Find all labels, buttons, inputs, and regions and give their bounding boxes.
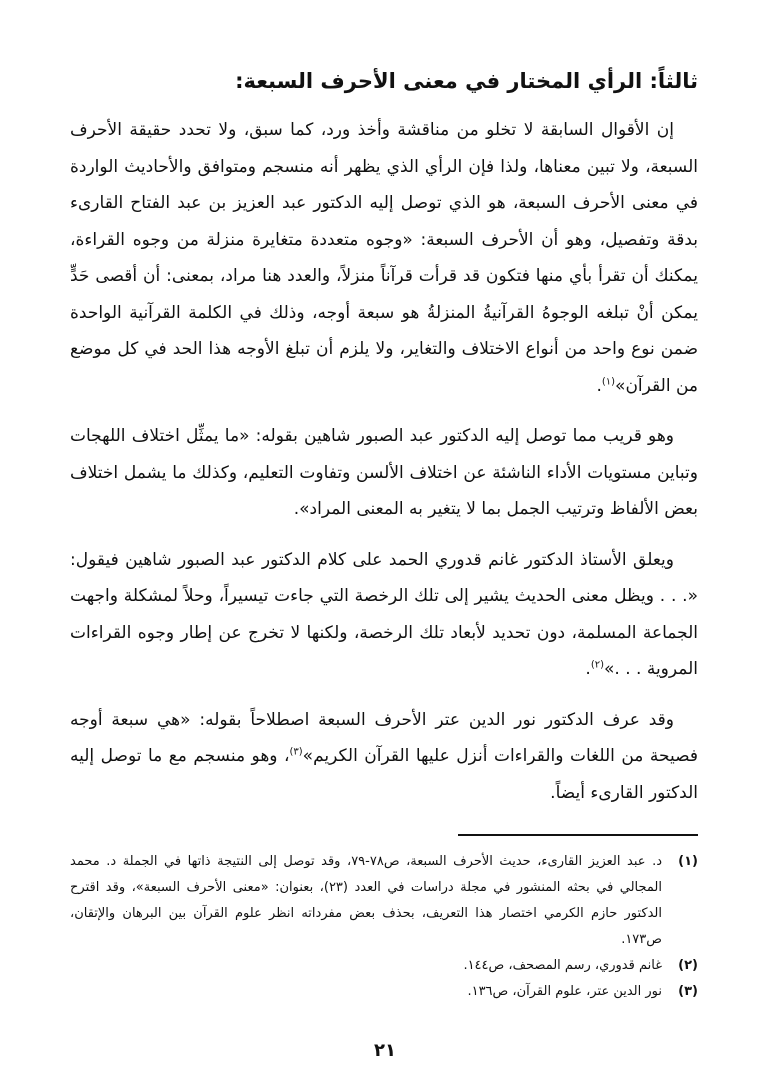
footnote-number: (٣) bbox=[678, 984, 698, 999]
paragraph-text: ويعلق الأستاذ الدكتور غانم قدوري الحمد على كلام الدكتور عبد الصبور شاهين فيقول: «. . . ويظل معنى الحديث يشير إلى تلك الرخصة التي جاءت تيسيراً، وحلاً لمشكلة واجهت الجماعة المسلمة، دون تحديد لأبعاد تلك الرخصة، ولكنها لا تخرج عن إطار وجوه القراءات المروية . . .» bbox=[70, 549, 698, 679]
footnote-ref[interactable]: (٣) bbox=[289, 746, 303, 758]
paragraph-1 bbox=[70, 112, 698, 404]
paragraph-4 bbox=[70, 702, 698, 812]
paragraph-tail: . bbox=[596, 375, 602, 396]
footnotes bbox=[70, 849, 698, 1005]
main-text bbox=[70, 112, 698, 825]
footnote-divider bbox=[458, 834, 698, 836]
paragraph-tail: . bbox=[585, 659, 591, 679]
paragraph-tail: ، وهو منسجم مع ما توصل إليه الدكتور القارىء أيضاً. bbox=[70, 746, 698, 803]
footnote-text: نور الدين عتر، علوم القرآن، ص١٣٦. bbox=[467, 984, 662, 999]
footnote-number: (٢) bbox=[678, 958, 698, 973]
footnote-ref[interactable]: (٢) bbox=[590, 659, 604, 671]
footnote-1 bbox=[70, 849, 698, 953]
footnote-ref[interactable]: (١) bbox=[601, 375, 616, 387]
paragraph-text: وقد عرف الدكتور نور الدين عتر الأحرف السبعة اصطلاحاً بقوله: «هي سبعة أوجه فصيحة من اللغات والقراءات أنزل عليها القرآن الكريم» bbox=[70, 709, 698, 766]
footnote-2 bbox=[70, 953, 698, 979]
section-heading: ثالثاً: الرأي المختار في معنى الأحرف السبعة: bbox=[235, 69, 698, 93]
footnote-3 bbox=[70, 979, 698, 1005]
footnote-number: (١) bbox=[678, 854, 698, 869]
paragraph-text: وهو قريب مما توصل إليه الدكتور عبد الصبور شاهين بقوله: «ما يمثِّل اختلاف اللهجات وتباين مستويات الأداء الناشئة عن اختلاف الألسن وتفاوت التعليم، وكذلك ما يشمل اختلاف بعض الألفاظ وترتيب الجمل بما لا يتغير به المعنى المراد». bbox=[70, 426, 698, 519]
paragraph-3 bbox=[70, 542, 698, 688]
paragraph-text: إن الأقوال السابقة لا تخلو من مناقشة وأخذ ورد، كما سبق، ولا تحدد حقيقة الأحرف السبعة، ولا تبين معناها، ولذا فإن الرأي الذي يظهر أنه منسجم ومتوافق والأحاديث الواردة في معنى الأحرف السبعة، هو الذي توصل إليه الدكتور عبد العزيز بن عبد الفتاح القارىء بدقة وتفصيل، وهو أن الأحرف السبعة: «وجوه متعددة متغايرة منزلة من وجوه القراءة، يمكنك أن تقرأ بأي منها فتكون قد قرأت قرآناً منزلاً، والعدد هنا مراد، بمعنى: أن أقصى حَدٍّ يمكن أنْ تبلغه الوجوهُ القرآنيةُ المنزلةُ هو سبعة أوجه، وذلك في الكلمة القرآنية الواحدة ضمن نوع واحد من أنواع الاختلاف والتغاير، ولا يلزم أن تبلغ الأوجه هذا الحد في كل موضع من القرآن» bbox=[70, 120, 698, 396]
paragraph-2 bbox=[70, 418, 698, 528]
footnote-text: د. عبد العزيز القارىء، حديث الأحرف السبعة، ص٧٨-٧٩، وقد توصل إلى النتيجة ذاتها في الجملة د. محمد المجالي في بحثه المنشور في مجلة دراسات في العدد (٢٣)، بعنوان: «معنى الأحرف السبعة»، وقد اقترح الدكتور حازم الكرمي اختصار هذا التعريف، بحذف بعض مفرداته انظر علوم القرآن بين البرهان والإتقان، ص١٧٣. bbox=[70, 854, 662, 947]
footnote-text: غانم قدوري، رسم المصحف، ص١٤٤. bbox=[463, 958, 662, 973]
page-number: ٢١ bbox=[374, 1040, 396, 1061]
